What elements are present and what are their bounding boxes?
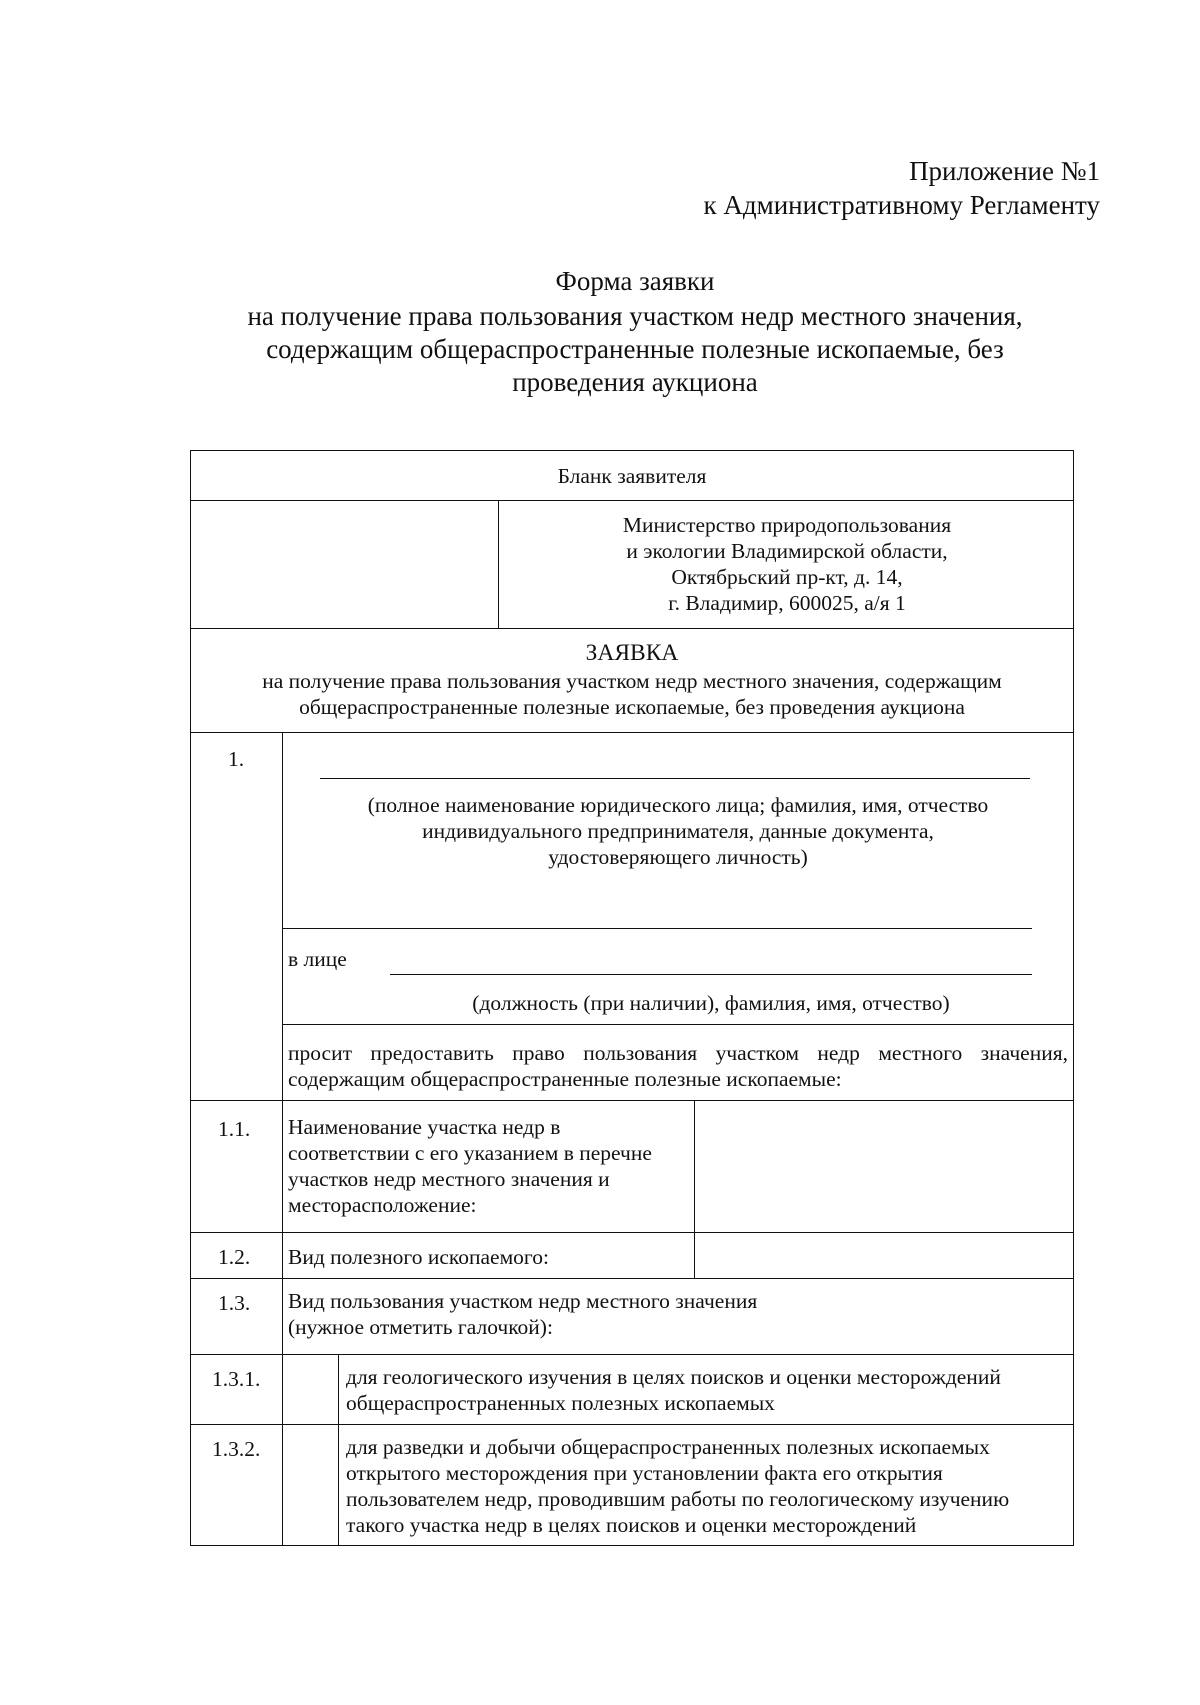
row-divider bbox=[190, 628, 1074, 629]
item-number: 1.1. bbox=[218, 1117, 251, 1141]
mineral-type-value-cell[interactable] bbox=[700, 1244, 1070, 1274]
applicant-name-caption: индивидуального предпринимателя, данные документа, bbox=[422, 819, 934, 843]
usage-type-label-line: Вид пользования участком недр местного значения bbox=[288, 1289, 758, 1313]
application-subheading-line: на получение права пользования участком недр местного значения, содержащим bbox=[262, 669, 1002, 693]
applicant-name-field[interactable] bbox=[320, 778, 1030, 779]
option-text-line: пользователем недр, проводившим работы по геологическому изучению bbox=[346, 1487, 1010, 1511]
checkbox-geological-study[interactable] bbox=[284, 1356, 336, 1422]
site-name-label-line: участков недр местного значения и bbox=[288, 1167, 610, 1191]
form-subtitle-line: содержащим общераспространенные полезные ископаемые, без bbox=[266, 334, 1004, 364]
column-divider bbox=[498, 500, 499, 628]
request-text-line: содержащим общераспространенные полезные ископаемые: bbox=[288, 1067, 842, 1091]
addressee-line: Министерство природопользования bbox=[622, 513, 952, 537]
option-text-line: для геологического изучения в целях поисков и оценки месторождений bbox=[346, 1365, 1001, 1389]
application-heading: ЗАЯВКА bbox=[585, 640, 679, 666]
appendix-number: Приложение №1 bbox=[909, 156, 1100, 186]
representative-field[interactable] bbox=[390, 974, 1032, 975]
applicant-letterhead-label: Бланк заявителя bbox=[557, 464, 707, 488]
applicant-name-caption: (полное наименование юридического лица; фамилия, имя, отчество bbox=[367, 793, 989, 817]
item-number: 1.3.1. bbox=[212, 1367, 261, 1391]
row-divider bbox=[190, 1278, 1074, 1279]
row-divider bbox=[190, 1100, 1074, 1101]
row-divider bbox=[190, 1232, 1074, 1233]
application-subheading-line: общераспространенные полезные ископаемые, без проведения аукциона bbox=[299, 695, 965, 719]
mineral-type-label: Вид полезного ископаемого: bbox=[288, 1245, 549, 1269]
site-name-label-line: Наименование участка недр в bbox=[288, 1115, 561, 1139]
addressee-line: г. Владимир, 600025, а/я 1 bbox=[668, 591, 906, 615]
column-divider bbox=[338, 1354, 339, 1546]
option-geological-study-text bbox=[346, 1364, 1001, 1416]
checkbox-exploration-mining[interactable] bbox=[284, 1426, 336, 1544]
item-number: 1.2. bbox=[218, 1245, 251, 1269]
item-number: 1.3.2. bbox=[212, 1437, 261, 1461]
request-text-line: просит предоставить право пользования участком недр местного значения, bbox=[288, 1041, 1068, 1065]
row-divider bbox=[190, 1354, 1074, 1355]
usage-type-label bbox=[288, 1288, 757, 1340]
addressee-line: Октябрьский пр-кт, д. 14, bbox=[671, 565, 903, 589]
applicant-name-caption: удостоверяющего личность) bbox=[548, 845, 808, 869]
row-divider bbox=[190, 500, 1074, 501]
item-number: 1. bbox=[228, 747, 245, 771]
site-name-label bbox=[288, 1114, 652, 1218]
form-subtitle-line: на получение права пользования участком недр местного значения, bbox=[247, 301, 1023, 331]
row-divider bbox=[282, 1024, 1074, 1025]
site-name-label-line: месторасположение: bbox=[288, 1193, 477, 1217]
representative-caption: (должность (при наличии), фамилия, имя, отчество) bbox=[472, 991, 950, 1015]
item-number: 1.3. bbox=[218, 1291, 251, 1315]
option-exploration-mining-text bbox=[346, 1434, 1009, 1538]
site-name-label-line: соответствии с его указанием в перечне bbox=[288, 1141, 652, 1165]
request-text bbox=[288, 1040, 1068, 1092]
option-text-line: открытого месторождения при установлении факта его открытия bbox=[346, 1461, 943, 1485]
appendix-reference: к Административному Регламенту bbox=[703, 190, 1100, 220]
column-divider bbox=[694, 1100, 695, 1278]
option-text-line: для разведки и добычи общераспространенных полезных ископаемых bbox=[346, 1435, 990, 1459]
row-divider bbox=[190, 732, 1074, 733]
in-person-label: в лице bbox=[288, 947, 347, 971]
form-subtitle-line: проведения аукциона bbox=[512, 367, 758, 397]
row-divider bbox=[190, 1424, 1074, 1425]
applicant-name-continuation-field[interactable] bbox=[282, 928, 1032, 929]
option-text-line: общераспространенных полезных ископаемых bbox=[346, 1391, 775, 1415]
form-title: Форма заявки bbox=[555, 266, 715, 296]
site-name-value-cell[interactable] bbox=[700, 1114, 1070, 1228]
addressee-line: и экологии Владимирской области, bbox=[626, 539, 948, 563]
option-text-line: такого участка недр в целях поисков и оценки месторождений bbox=[346, 1513, 917, 1537]
usage-type-label-line: (нужное отметить галочкой): bbox=[288, 1315, 553, 1339]
